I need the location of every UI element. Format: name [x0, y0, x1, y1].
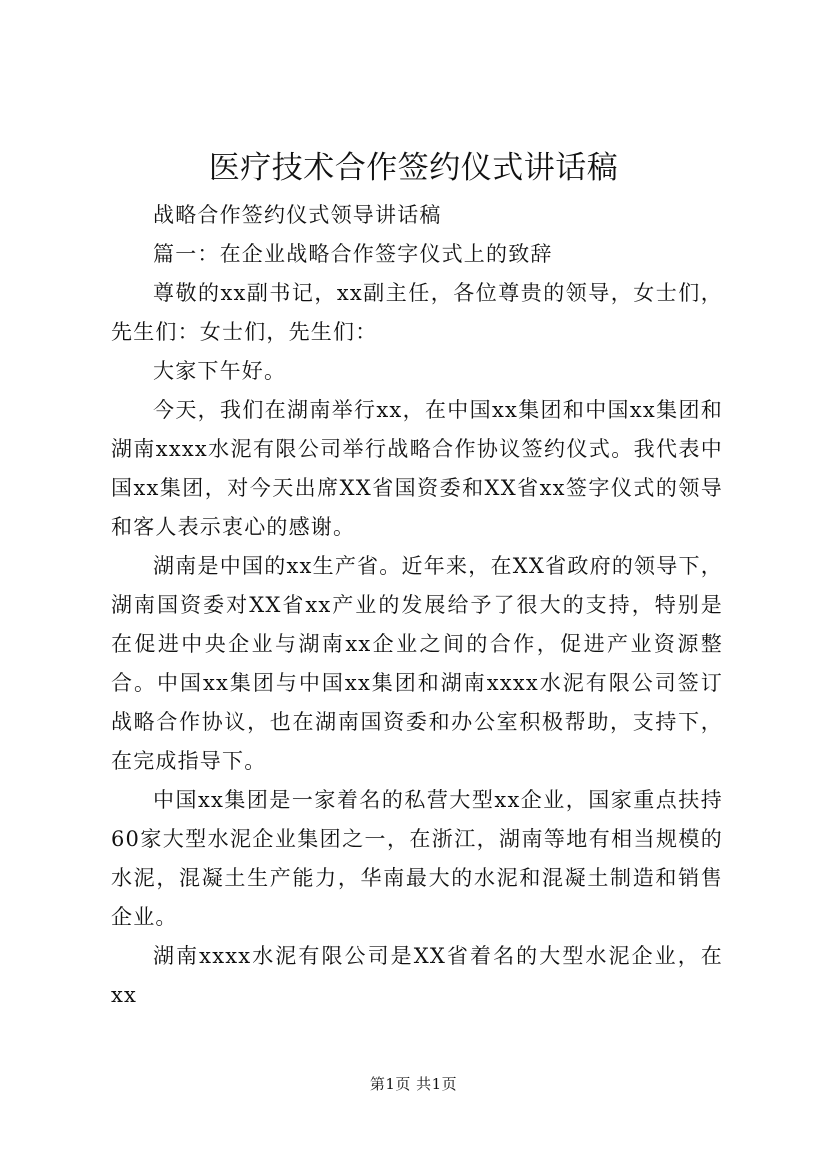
paragraph-greeting: 大家下午好。 [153, 359, 287, 383]
paragraph-subtitle: 战略合作签约仪式领导讲话稿 [153, 203, 442, 227]
document-body [111, 196, 723, 1015]
paragraph-body: 湖南xxxx水泥有限公司是XX省着名的大型水泥企业，在xx [111, 944, 723, 1007]
paragraph-body: 今天，我们在湖南举行xx，在中国xx集团和中国xx集团和湖南xxxx水泥有限公司举行战略合作协议签约仪式。我代表中国xx集团，对今天出席XX省国资委和XX省xx签字仪式的领导和客人表示衷心的感谢。 [111, 398, 723, 539]
paragraph-section-heading: 篇一：在企业战略合作签字仪式上的致辞 [153, 242, 553, 266]
document-title: 医疗技术合作签约仪式讲话稿 [208, 150, 619, 186]
paragraph-body: 中国xx集团是一家着名的私营大型xx企业，国家重点扶持60家大型水泥企业集团之一，在浙江，湖南等地有相当规模的水泥，混凝土生产能力，华南最大的水泥和混凝土制造和销售企业。 [111, 788, 723, 929]
paragraph-body: 湖南是中国的xx生产省。近年来，在XX省政府的领导下，湖南国资委对XX省xx产业的发展给予了很大的支持，特别是在促进中央企业与湖南xx企业之间的合作，促进产业资源整合。中国xx集团与中国xx集团和湖南xxxx水泥有限公司签订战略合作协议，也在湖南国资委和办公室积极帮助，支持下，在完成指导下。 [111, 554, 723, 773]
page-footer: 第1页 共1页 [369, 1075, 458, 1093]
paragraph-salutation: 尊敬的xx副书记，xx副主任，各位尊贵的领导，女士们，先生们：女士们，先生们： [111, 281, 723, 344]
